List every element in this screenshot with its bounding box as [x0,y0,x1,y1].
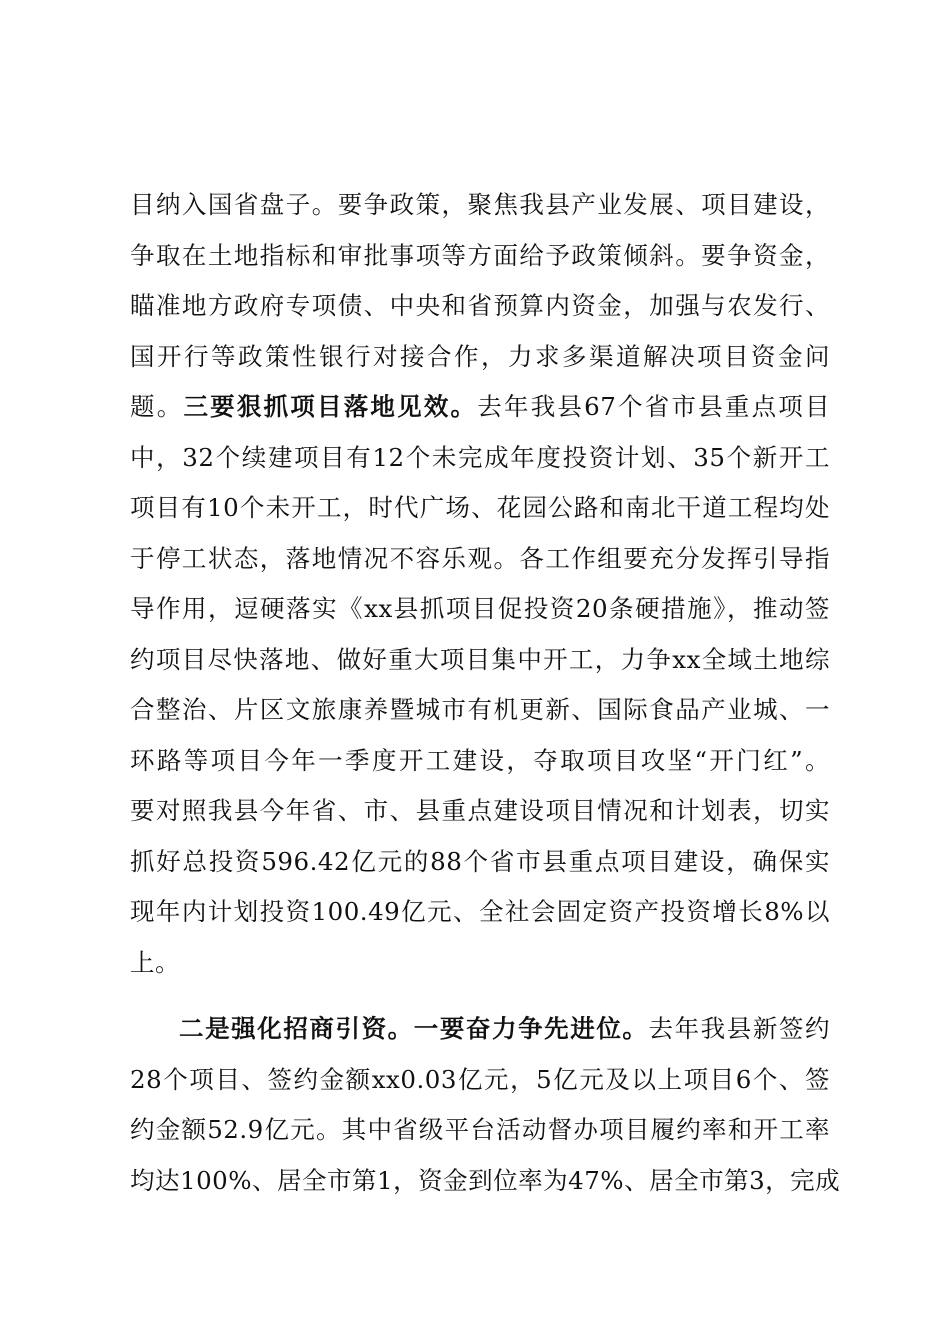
bold-heading: 二是强化招商引资。一要奋力争先进位。 [179,1014,649,1043]
text-fragment: 题。 [130,392,184,421]
text-line: 争取在土地指标和审批事项等方面给予政策倾斜。要争资金， [130,240,830,270]
text-line: 瞄准地方政府专项债、中央和省预算内资金，加强与农发行、 [130,291,830,320]
text-line: 均达100%、居全市第1，资金到位率为47%、居全市第3，完成 [130,1165,841,1195]
text-line: 现年内计划投资100.49亿元、全社会固定资产投资增长8%以 [130,897,830,926]
text-line [130,382,830,433]
text-line: 项目有10个未开工，时代广场、花园公路和南北干道工程均处 [130,493,830,522]
text-line: 要对照我县今年省、市、县重点建设项目情况和计划表，切实 [130,796,830,825]
paragraph-investment-attraction [130,1004,841,1206]
paragraph-project-funding [130,180,830,988]
text-line: 目纳入国省盘子。要争政策，聚焦我县产业发展、项目建设， [130,190,830,219]
text-line: 中，32个续建项目有12个未完成年度投资计划、35个新开工 [130,442,830,472]
text-fragment: 去年我县新签约 [648,1014,830,1043]
bold-heading: 三要狠抓项目落地见效。 [183,392,478,421]
text-line: 约项目尽快落地、做好重大项目集中开工，力争xx全域土地综 [130,644,830,674]
text-line: 导作用，逗硬落实《xx县抓项目促投资20条硬措施》，推动签 [130,594,830,623]
body-text [130,180,841,1206]
text-line: 抓好总投资596.42亿元的88个省市县重点项目建设，确保实 [130,846,830,876]
text-line: 于停工状态，落地情况不容乐观。各工作组要充分发挥引导指 [130,543,830,573]
text-line: 28个项目、签约金额xx0.03亿元，5亿元及以上项目6个、签 [130,1064,830,1094]
text-line: 合整治、片区文旅康养暨城市有机更新、国际食品产业城、一 [130,695,830,724]
text-line: 约金额52.9亿元。其中省级平台活动督办项目履约率和开工率 [130,1115,830,1144]
text-line: 上。 [130,947,180,977]
text-line: 国开行等政策性银行对接合作，力求多渠道解决项目资金问 [130,341,830,371]
text-line [130,1004,830,1055]
paragraph-gap [130,988,830,1004]
text-fragment: 去年我县67个省市县重点项目 [477,392,831,421]
text-line: 环路等项目今年一季度开工建设，夺取项目攻坚“开门红”。 [130,745,830,775]
